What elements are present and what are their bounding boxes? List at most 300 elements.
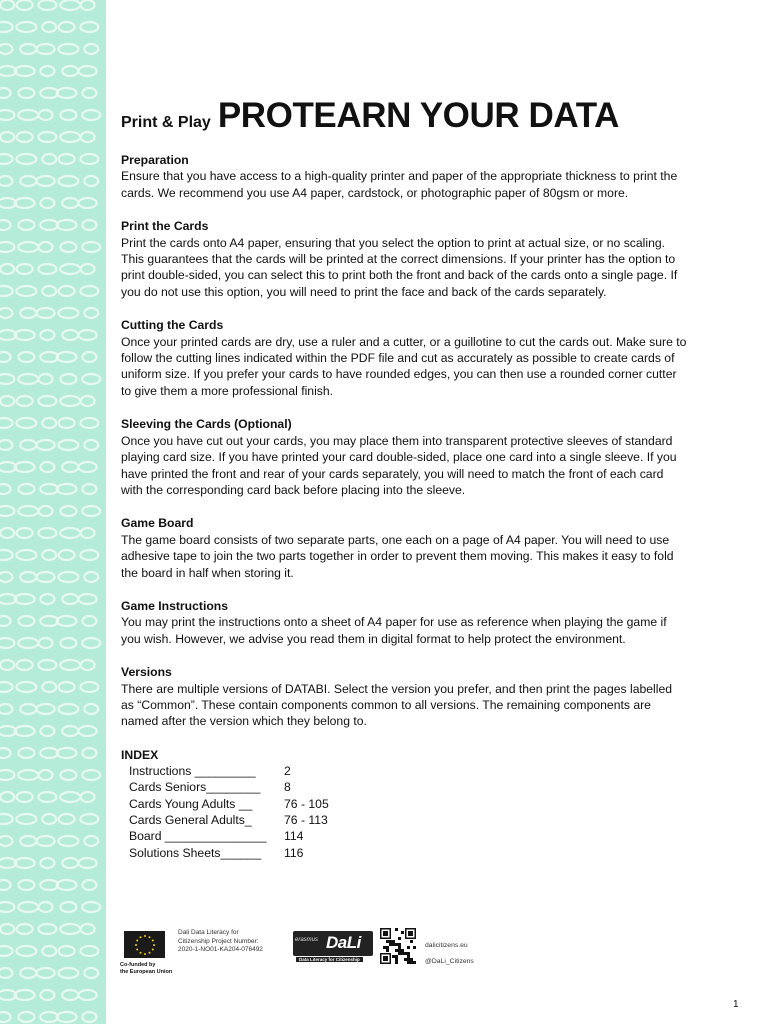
qr-module [383,931,388,936]
sidebar-ring [82,242,100,252]
sidebar-ring [18,110,38,120]
index-row [129,779,687,795]
sidebar-ring [0,550,13,560]
section-versions [121,664,687,730]
qr-module [407,955,410,958]
sidebar-ring [0,682,13,692]
sidebar-ring [59,682,75,692]
contact-info [425,938,474,970]
sidebar-ring [57,352,77,362]
sidebar-ring [62,462,78,472]
sidebar-ring [39,374,53,384]
sidebar-ring [81,0,95,10]
sidebar-ring [42,682,56,692]
eu-caption-line: Co-funded by [120,962,156,968]
qr-module [398,937,401,940]
sidebar-ring [42,22,56,32]
section-body: Once your printed cards are dry, use a ruler and a cutter, or a guillotine to cut the cards out. Make sure to follow the cutting lines indicated within the PDF file and cut as accurately as possible to create cards of uniform size. If you prefer your cards to have rounded edges, you can then use a rounded corner cutter to give them a more professional finish. [121,334,687,398]
sidebar-ring [38,660,56,670]
index [121,747,687,861]
sidebar-ring [0,176,12,186]
sidebar-ring [16,550,36,560]
qr-module [404,952,407,955]
sidebar-ring [80,418,98,428]
sidebar-ring [20,572,36,582]
sidebar-ring [37,572,55,582]
index-row [129,796,687,812]
sidebar-ring [57,880,77,890]
sidebar-ring [40,66,54,76]
sidebar-ring [38,924,56,934]
index-entry-pages: 76 - 113 [284,813,328,828]
sidebar-ring [81,264,95,274]
sidebar-ring [0,638,14,648]
main-content [121,96,687,861]
sidebar-ring [82,1012,96,1022]
dali-logo-small-text: erasmus [295,937,319,943]
qr-module [401,931,404,934]
sidebar-ring [39,770,53,780]
sidebar-ring [60,528,80,538]
sidebar-ring [79,858,97,868]
sidebar-ring [18,902,38,912]
section-preparation [121,152,687,201]
project-number: 2020-1-NO01-KA204-076492 [178,946,263,954]
social-handle: @DaLi_Citizens [425,958,474,965]
sidebar-ring [0,110,14,120]
qr-module [407,961,410,964]
website-link[interactable]: dalicitizens.eu [425,942,468,949]
sidebar-ring [79,990,97,1000]
sidebar-ring [79,726,97,736]
section-body: Print the cards onto A4 paper, ensuring that you select the option to print at actual size, or no scaling. This guarantees that the cards will be printed at the correct dimensions. If your printer has the option to print double-sided, you can select this to print both the front and back of the cards onto a single page. If you do not use this option, you will need to print the face and back of the cards separately. [121,235,678,299]
sidebar-ring [38,792,56,802]
sidebar-ring [58,176,78,186]
section-heading: Game Board [121,516,194,531]
sidebar-ring [57,748,77,758]
qr-module [398,946,401,949]
sidebar-ring [82,220,96,230]
sidebar-ring [80,946,98,956]
sidebar-ring [79,66,97,76]
sidebar-ring [57,616,77,626]
sidebar-ring [62,594,78,604]
sidebar-ring [82,110,100,120]
sidebar-ring [60,506,76,516]
title-row [121,96,687,136]
sidebar-ring [59,154,75,164]
sidebar-ring [38,0,56,10]
sidebar-ring [15,990,35,1000]
sidebar-ring [0,154,13,164]
footer-logos [120,928,490,976]
sidebar-ring [0,616,11,626]
qr-module [395,949,398,952]
sidebar-ring [37,176,55,186]
sidebar-ring [17,924,33,934]
qr-module [389,943,392,946]
sidebar-ring [37,440,55,450]
section-body: Ensure that you have access to a high-quality printer and paper of the appropriate thickness to print the cards. We recommend you use A4 paper, cardstock, or photographic paper of 80gsm or more. [121,169,678,200]
qr-module [392,940,395,943]
sidebar-ring [17,528,33,538]
qr-module [383,946,386,949]
qr-module [410,961,413,964]
index-row [129,763,687,779]
index-table [129,763,687,861]
sidebar-ring [40,198,54,208]
sidebar-ring [40,462,54,472]
sidebar-ring [81,792,95,802]
section-body: Once you have cut out your cards, you may place them into transparent protective sleeves of standard playing card size. If you have printed your card double-sided, place one card into a single sleeve. If you have printed the front and rear of your cards separately, you will need to match the front of each card with the corresponding card back before placing into the sleeve. [121,433,677,497]
sidebar-ring [81,924,95,934]
sidebar-ring [60,132,80,142]
sidebar-ring [62,726,78,736]
sidebar-ring [60,770,76,780]
sidebar-ring [0,902,14,912]
sidebar-ring [39,110,53,120]
sidebar-ring [58,704,78,714]
sidebar-ring [18,638,38,648]
sidebar-ring [59,550,75,560]
sidebar-ring [59,814,75,824]
sidebar-ring [0,396,14,406]
qr-module [398,952,401,955]
sidebar-ring [37,44,55,54]
project-info-line: Dali Data Literacy for [178,929,239,936]
sidebar-ring [0,528,14,538]
sidebar-ring [58,572,78,582]
sidebar-ring [0,924,14,934]
qr-module [386,946,389,949]
sidebar-ring [0,968,12,978]
sidebar-ring [39,902,53,912]
sidebar-ring [0,814,13,824]
sidebar-ring [0,264,14,274]
sidebar-ring [62,66,78,76]
sidebar-ring [18,484,34,494]
sidebar-ring [82,616,96,626]
sidebar-ring [82,880,96,890]
sidebar-ring [79,594,97,604]
sidebar-ring [20,308,36,318]
sidebar-ring [18,1012,34,1022]
sidebar-ring [62,330,78,340]
index-entry-pages: 2 [284,764,291,779]
qr-module [404,958,407,961]
decorative-sidebar [0,0,106,1024]
sidebar-ring [18,88,34,98]
sidebar-ring [0,572,12,582]
sidebar-ring [0,308,12,318]
sidebar-ring [60,660,80,670]
index-row [129,845,687,861]
section-heading: Versions [121,665,172,680]
sidebar-ring [60,902,76,912]
sidebar-ring [0,22,13,32]
qr-module [392,943,395,946]
qr-module [410,940,413,943]
sidebar-ring [17,132,33,142]
sidebar-ring [60,396,80,406]
section-body: You may print the instructions onto a sheet of A4 paper for use as reference when playing the game if you wish. However, we advise you read them in digital format to help protect the environment. [121,615,667,646]
sidebar-ring [18,880,34,890]
sidebar-ring [0,374,14,384]
sidebar-ring [60,924,80,934]
sidebar-ring [62,858,78,868]
index-entry-pages: 114 [284,829,304,844]
sidebar-ring [40,330,54,340]
qr-module [413,961,416,964]
sidebar-ring [15,462,35,472]
sidebar-ring [0,1012,11,1022]
sidebar-ring [80,154,98,164]
sidebar-ring [18,616,34,626]
sidebar-ring [84,704,98,714]
qr-module [392,955,395,958]
sidebar-ring [80,814,98,824]
qr-module [395,961,398,964]
sidebar-ring [59,22,75,32]
title-prefix: Print & Play [121,114,211,131]
sidebar-ring [81,528,95,538]
dali-logo-text: DaLi [326,933,361,952]
sidebar-ring [42,814,56,824]
sidebar-ring [15,66,35,76]
sidebar-ring [38,528,56,538]
index-row [129,828,687,844]
dali-caption: Data Literacy for Citizenship [296,957,363,962]
sidebar-ring [62,198,78,208]
section-game-instructions [121,598,687,647]
sidebar-ring [15,594,35,604]
section-body: There are multiple versions of DATABI. Select the version you prefer, and then print the pages labelled as “Common”. These contain components common to all versions. The remaining components are named after the version which they belong to. [121,681,672,729]
qr-module [389,940,392,943]
sidebar-ring [40,726,54,736]
sidebar-ring [15,858,35,868]
section-cutting-the-cards [121,317,687,399]
sidebar-ring [20,836,36,846]
sidebar-ring [17,660,33,670]
sidebar-ring [84,572,98,582]
sidebar-ring [16,154,36,164]
sidebar-ring [0,506,14,516]
sidebar-ring [82,748,96,758]
sidebar-ring [82,88,96,98]
sidebar-ring [60,0,80,10]
sidebar-ring [16,22,36,32]
index-entry-name: Solutions Sheets______ [129,845,262,860]
sidebar-ring [18,770,38,780]
sidebar-ring [59,946,75,956]
sidebar-ring [82,506,100,516]
sidebar-ring [84,176,98,186]
sidebar-ring [42,418,56,428]
sidebar-ring [37,968,55,978]
project-info [178,929,263,955]
sidebar-ring [17,264,33,274]
sidebar-ring [0,660,14,670]
sidebar-ring [20,704,36,714]
sidebar-ring [84,308,98,318]
sidebar-ring [60,264,80,274]
sidebar-ring [0,440,12,450]
section-game-board [121,515,687,581]
sidebar-ring [58,440,78,450]
sidebar-ring [0,352,11,362]
sidebar-ring [82,484,96,494]
index-entry-pages: 8 [284,780,291,795]
sidebar-ring [16,946,36,956]
sidebar-ring [80,550,98,560]
sidebar-ring [18,352,34,362]
sidebar-ring [57,484,77,494]
sidebar-ring [60,638,76,648]
sidebar-ring [16,418,36,428]
qr-module [407,958,410,961]
sidebar-ring [0,242,14,252]
index-entry-name: Cards General Adults_ [129,813,252,828]
sidebar-ring [60,792,80,802]
sidebar-ring [0,836,12,846]
sidebar-ring [42,286,56,296]
index-entry-name: Cards Seniors________ [129,780,261,795]
sidebar-ring [58,836,78,846]
page-number: 1 [733,999,739,1010]
sidebar-ring [84,44,98,54]
qr-module [413,946,416,949]
section-body: The game board consists of two separate parts, one each on a page of A4 paper. You will need to use adhesive tape to join the two parts together in order to prevent them moving. This makes it easy to fold the board in half when storing it. [121,532,674,580]
sidebar-ring [59,418,75,428]
section-heading: Sleeving the Cards (Optional) [121,417,292,432]
sidebar-ring [82,770,100,780]
qr-module [395,943,398,946]
sidebar-ring [16,682,36,692]
sidebar-ring [15,198,35,208]
section-sleeving-the-cards [121,416,687,498]
eu-stars-icon [134,934,156,956]
sidebar-ring [0,880,11,890]
sidebar-ring [80,22,98,32]
sidebar-ring [38,396,56,406]
sidebar-ring [38,132,56,142]
qr-module [383,956,388,961]
sidebar-ring [82,902,100,912]
sidebar-ring [20,440,36,450]
sidebar-ring [37,308,55,318]
qr-module [386,949,389,952]
qr-module [407,952,410,955]
sidebar-ring [82,374,100,384]
qr-code-icon [380,928,416,964]
sidebar-ring [17,0,33,10]
sidebar-ring [57,220,77,230]
eu-flag-icon [124,931,165,958]
sidebar-ring [57,1012,77,1022]
sidebar-ring [58,308,78,318]
eu-caption [120,962,172,975]
sidebar-ring [37,704,55,714]
sidebar-ring [0,748,11,758]
sidebar-ring [20,968,36,978]
eu-caption-line: the European Union [120,968,173,975]
sidebar-ring [59,286,75,296]
sidebar-ring [82,352,96,362]
index-entry-pages: 116 [284,845,304,860]
sidebar-ring [37,836,55,846]
section-heading: Game Instructions [121,598,229,613]
sidebar-ring [42,154,56,164]
qr-module [398,949,401,952]
sidebar-ring [15,726,35,736]
sidebar-ring [40,594,54,604]
sidebar-ring [42,550,56,560]
index-entry-name: Cards Young Adults __ [129,796,253,811]
qr-module [407,946,410,949]
sidebar-ring [0,44,12,54]
sidebar-ring [80,682,98,692]
index-entry-name: Instructions _________ [129,764,256,779]
qr-module [395,928,398,931]
sidebar-ring [80,286,98,296]
index-title: INDEX [121,747,159,762]
qr-module [386,940,389,943]
sidebar-ring [79,330,97,340]
sidebar-ring [0,418,13,428]
sidebar-ring [0,770,14,780]
sidebar-ring [20,176,36,186]
section-heading: Cutting the Cards [121,318,224,333]
dali-logo [293,931,373,956]
sidebar-ring [20,44,36,54]
sidebar-ring [42,946,56,956]
qr-module [395,955,398,958]
sidebar-ring [0,220,11,230]
sidebar-ring [15,330,35,340]
sidebar-ring [0,132,14,142]
sidebar-ring [18,220,34,230]
sidebar-ring [18,242,38,252]
sidebar-ring [82,638,100,648]
sidebar-pattern [0,0,106,1024]
sidebar-ring [60,242,76,252]
sidebar-ring [16,286,36,296]
sidebar-ring [38,264,56,274]
page-title: PROTEARN YOUR DATA [217,96,619,135]
index-entry-name: Board _______________ [129,829,267,844]
sidebar-ring [57,88,77,98]
sidebar-ring [79,462,97,472]
qr-module [395,958,398,961]
sidebar-ring [84,836,98,846]
project-info-line: Citizenship Project Number: [178,937,259,945]
sidebar-ring [18,506,38,516]
index-row [129,812,687,828]
section-heading: Print the Cards [121,219,209,234]
sidebar-ring [62,990,78,1000]
sidebar-ring [84,440,98,450]
qr-module [408,931,413,936]
sidebar-ring [0,792,14,802]
sidebar-ring [84,968,98,978]
qr-module [398,943,401,946]
sidebar-ring [0,704,12,714]
sidebar-ring [60,110,76,120]
section-heading: Preparation [121,153,189,167]
sidebar-ring [40,990,54,1000]
sidebar-ring [81,132,95,142]
sidebar-ring [39,506,53,516]
